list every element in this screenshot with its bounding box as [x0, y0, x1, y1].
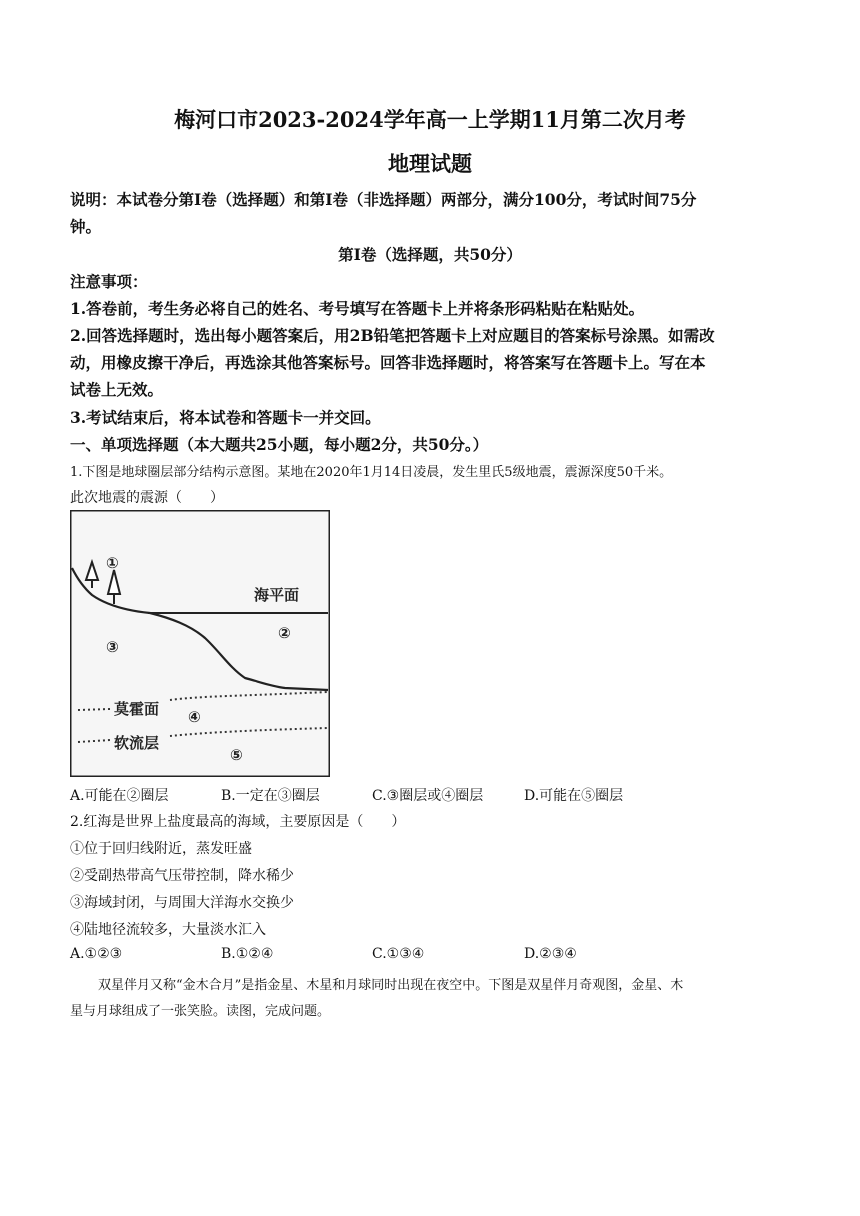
notice-2-line-2: 动，用橡皮擦干净后，再选涂其他答案标号。回答非选择题时，将答案写在答题卡上。写在本 [70, 353, 706, 372]
notice-title: 注意事项： [70, 272, 148, 291]
intro-line-2: 钟。 [70, 217, 102, 236]
label-3: ③ [106, 638, 119, 656]
q2-option-b[interactable]: B.①②④ [221, 946, 274, 962]
label-2: ② [278, 624, 291, 642]
q2-item-1: ①位于回归线附近，蒸发旺盛 [70, 841, 252, 857]
intro-line-1: 说明：本试卷分第Ⅰ卷（选择题）和第Ⅰ卷（非选择题）两部分，满分100分，考试时间75分 [70, 190, 697, 209]
label-1: ① [106, 554, 119, 572]
q1-stem-line-1: 1.下图是地球圈层部分结构示意图。某地在2020年1月14日凌晨，发生里氏5级地震，震源深度50千米。 [70, 465, 673, 480]
q2-option-a[interactable]: A.①②③ [70, 946, 123, 962]
notice-3: 3.考试结束后，将本试卷和答题卡一并交回。 [70, 408, 381, 427]
passage-line-2: 星与月球组成了一张笑脸。读图，完成问题。 [70, 1004, 331, 1019]
q2-stem: 2.红海是世界上盐度最高的海域，主要原因是（ ） [70, 814, 406, 830]
passage-line-1: 双星伴月又称“金木合月”是指金星、木星和月球同时出现在夜空中。下图是双星伴月奇观图，金星、木 [98, 978, 684, 993]
label-5: ⑤ [230, 746, 243, 764]
label-4: ④ [188, 708, 201, 726]
q2-item-4: ④陆地径流较多，大量淡水汇入 [70, 922, 266, 938]
q1-option-b[interactable]: B.一定在③圈层 [221, 788, 320, 804]
q1-option-c[interactable]: C.③圈层或④圈层 [372, 788, 484, 804]
q2-item-2: ②受副热带高气压带控制，降水稀少 [70, 868, 294, 884]
page-subtitle: 地理试题 [388, 151, 472, 176]
notice-2-line-1: 2.回答选择题时，选出每小题答案后，用2B铅笔把答题卡上对应题目的答案标号涂黑。如需改 [70, 326, 715, 345]
earth-layers-figure [70, 510, 330, 777]
page-title: 梅河口市2023-2024学年高一上学期11月第二次月考 [174, 107, 686, 132]
section-title: 第Ⅰ卷（选择题，共50分） [338, 245, 522, 264]
q2-option-d[interactable]: D.②③④ [524, 946, 577, 962]
q1-stem-line-2: 此次地震的震源（ ） [70, 490, 224, 506]
q2-option-c[interactable]: C.①③④ [372, 946, 425, 962]
q2-item-3: ③海域封闭，与周围大洋海水交换少 [70, 895, 294, 911]
q1-option-a[interactable]: A.可能在②圈层 [70, 788, 169, 804]
q1-option-d[interactable]: D.可能在⑤圈层 [524, 788, 624, 804]
sea-level-label: 海平面 [254, 586, 300, 604]
notice-1: 1.答卷前，考生务必将自己的姓名、考号填写在答题卡上并将条形码粘贴在粘贴处。 [70, 299, 645, 318]
part-title: 一、单项选择题（本大题共25小题，每小题2分，共50分。） [70, 435, 489, 454]
moho-label: 莫霍面 [114, 700, 160, 718]
asthenosphere-label: 软流层 [114, 734, 160, 752]
notice-2-line-3: 试卷上无效。 [70, 380, 164, 399]
